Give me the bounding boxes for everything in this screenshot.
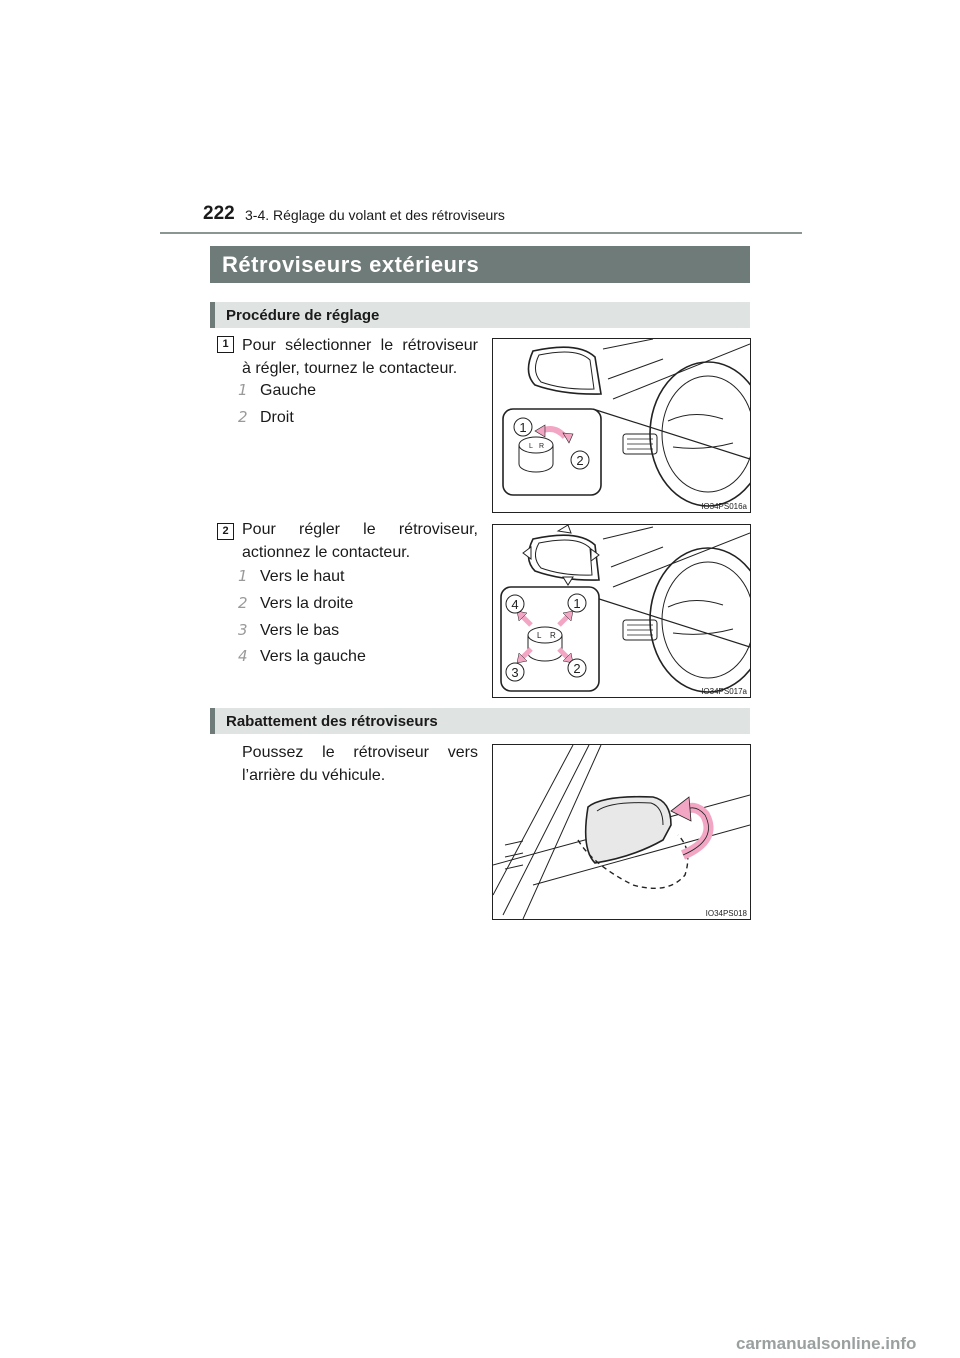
folding-text-line2: l’arrière du véhicule. (242, 767, 386, 784)
step1-text-line1: Pour sélectionner le rétroviseur (242, 337, 478, 354)
step-badge-2: 2 (217, 523, 234, 540)
figure-mirror-adjust-switch (492, 524, 751, 698)
callout-1: 1 (519, 420, 527, 435)
step1-item-left: Gauche (260, 382, 317, 399)
step2-item-num-2: 2 (238, 594, 248, 612)
figure-code: IO34PS017a (701, 687, 747, 696)
mirror-adjust-illustration (493, 525, 750, 697)
header-rule (160, 232, 802, 234)
step2-item-up: Vers le haut (260, 568, 345, 585)
subsection-heading-procedure: Procédure de réglage (210, 302, 750, 328)
step1-item-right: Droit (260, 409, 294, 426)
subsection-heading-folding: Rabattement des rétroviseurs (210, 708, 750, 734)
step2-item-down: Vers le bas (260, 622, 340, 639)
folding-text (242, 741, 478, 787)
switch-letter-r: R (550, 631, 556, 640)
step1-item-num-1: 1 (238, 381, 248, 399)
figure-code: IO34PS018 (705, 909, 747, 918)
mirror-select-illustration (493, 339, 750, 512)
step1-text (242, 334, 478, 380)
step-badge-1: 1 (217, 336, 234, 353)
callout-1: 1 (573, 596, 581, 611)
step2-text (242, 518, 478, 564)
folding-text-line1: Poussez le rétroviseur vers (242, 744, 478, 761)
watermark: carmanualsonline.info (736, 1334, 917, 1353)
switch-letter-l: L (537, 631, 542, 640)
callout-2: 2 (576, 453, 584, 468)
running-head: 3-4. Réglage du volant et des rétroviseurs (245, 207, 505, 223)
page-number: 222 (203, 203, 235, 224)
step2-item-num-1: 1 (238, 567, 248, 585)
figure-mirror-select-switch (492, 338, 751, 513)
step2-item-num-3: 3 (238, 621, 248, 639)
figure-mirror-folding (492, 744, 751, 920)
callout-4: 4 (511, 597, 519, 612)
step2-item-num-4: 4 (238, 647, 248, 665)
section-title: Rétroviseurs extérieurs (210, 246, 750, 283)
step2-item-right: Vers la droite (260, 595, 354, 612)
callout-3: 3 (511, 665, 519, 680)
switch-letter-r: R (539, 443, 545, 450)
callout-2: 2 (573, 661, 581, 676)
step2-item-left: Vers la gauche (260, 648, 366, 665)
step2-text-line1: Pour régler le rétroviseur, (242, 521, 478, 538)
switch-letter-l: L (529, 443, 533, 450)
step2-text-line2: actionnez le contacteur. (242, 544, 411, 561)
step1-text-line2: à régler, tournez le contacteur. (242, 360, 458, 377)
mirror-folding-illustration (493, 745, 750, 919)
figure-code: IO34PS016a (701, 502, 747, 511)
step1-item-num-2: 2 (238, 408, 248, 426)
